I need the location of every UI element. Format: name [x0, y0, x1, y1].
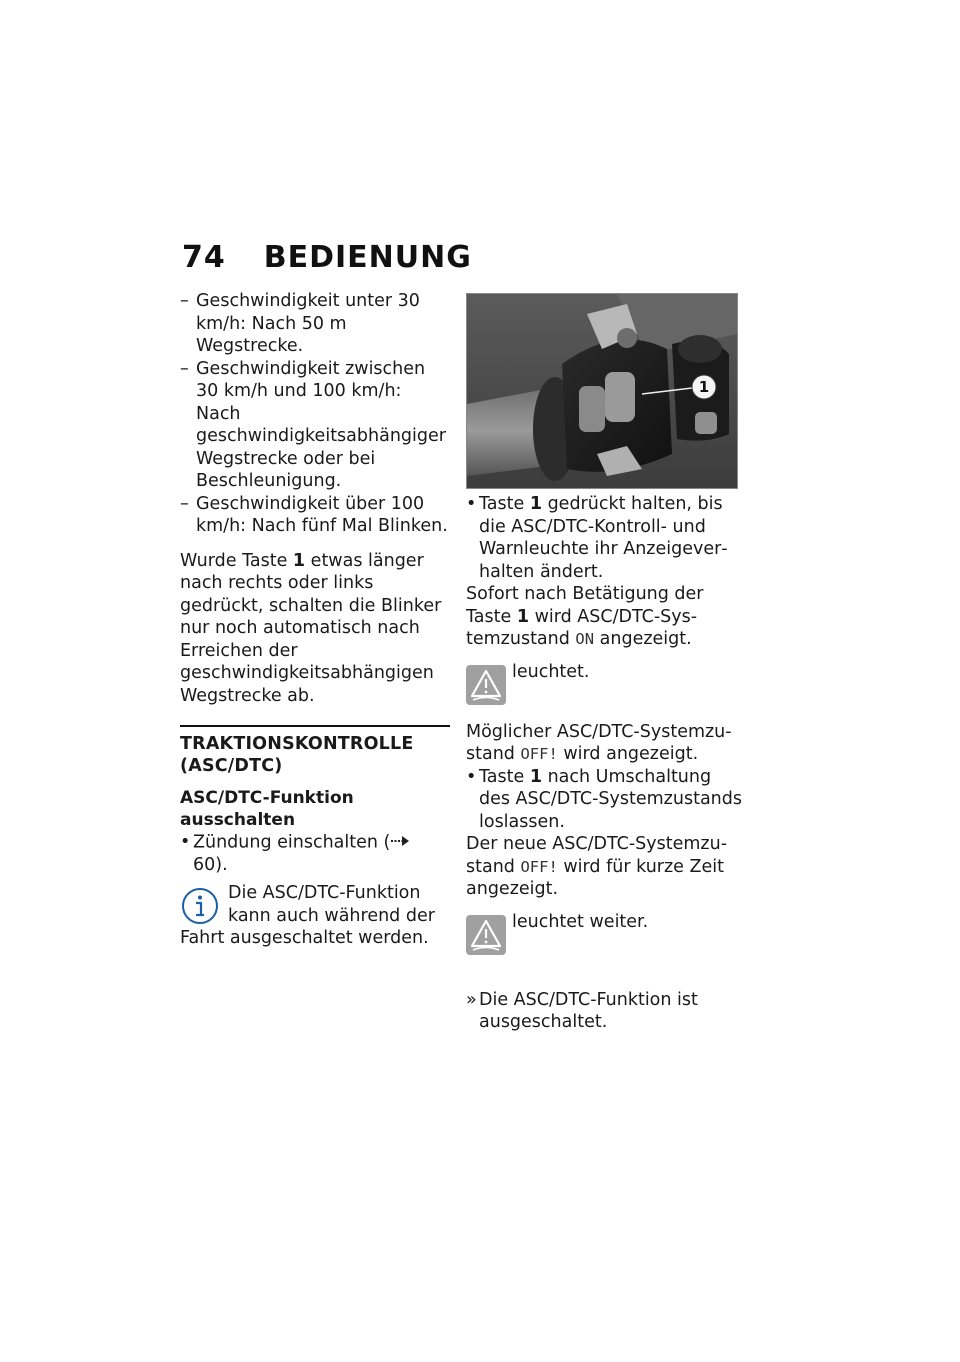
info-text: Die ASC/DTC-Funktion kann auch während der Fahrt ausgeschaltet werden.	[180, 883, 435, 949]
dash-mark: –	[180, 291, 189, 311]
paragraph	[466, 833, 742, 901]
subheading: ASC/DTC-Funktion ausschalten	[180, 788, 354, 830]
dash-mark: –	[180, 358, 189, 379]
page-header	[182, 240, 472, 275]
bullet-mark: •	[466, 494, 477, 514]
text: nach Umschaltung des ASC/DTC-Systemzustands loslassen.	[479, 766, 742, 832]
paragraph	[466, 583, 742, 651]
text: Möglicher ASC/DTC-Systemzustand	[466, 721, 732, 764]
text: etwas länger nach rechts oder links gedrückt, schalten die Blinker nur noch automatisch nach Erreichen der geschwindigkeitsabhängigen Wegstrecke ab.	[180, 550, 442, 706]
list-item	[466, 766, 742, 834]
asc-dtc-warning-icon	[466, 665, 506, 705]
callout-label: 1	[698, 378, 710, 396]
text: Zündung einschalten (	[193, 832, 391, 853]
key-ref: 1	[529, 766, 543, 787]
warning-text: leuchtet weiter.	[512, 911, 649, 932]
info-icon	[180, 886, 220, 926]
page-number: 74	[182, 240, 226, 275]
warning-text: leuchtet.	[512, 661, 590, 682]
page-ref: 60	[193, 854, 216, 875]
paragraph	[466, 721, 742, 766]
result-text: Die ASC/DTC-Funktion ist ausgeschaltet.	[479, 989, 698, 1032]
warning-light-note	[466, 911, 742, 971]
dash-mark: –	[180, 493, 189, 514]
left-column	[180, 290, 450, 950]
result-mark: »	[466, 989, 477, 1010]
bullet-mark: •	[180, 832, 191, 852]
text: wird für kurze Zeit angezeigt.	[466, 856, 724, 899]
handlebar-switch-photo	[466, 293, 738, 489]
section-heading: TRAKTIONSKONTROLLE (ASC/DTC)	[180, 734, 414, 776]
text: wird ASC/DTC-Systemzustand	[466, 606, 698, 649]
result-item	[466, 989, 742, 1034]
list-item	[180, 290, 450, 358]
list-item-text: Geschwindigkeit unter 30 km/h: Nach 50 m Wegstrecke.	[196, 291, 420, 356]
bullet-mark: •	[466, 766, 477, 787]
right-column	[466, 293, 742, 1034]
key-ref: 1	[529, 494, 543, 514]
key-ref: 1	[292, 550, 306, 571]
text: ).	[215, 854, 228, 875]
text: gedrückt halten, bis die ASC/DTC-Kontroll- und Warnleuchte ihr Anzeigeverhalten ändert.	[479, 494, 728, 582]
list-item	[180, 493, 450, 538]
list-item	[180, 358, 450, 493]
list-item	[180, 831, 450, 876]
asc-dtc-warning-icon	[466, 915, 506, 955]
text: Wurde Taste	[180, 550, 293, 571]
status-code: ON	[575, 630, 595, 648]
list-item	[466, 493, 742, 583]
info-note	[180, 882, 450, 950]
page-ref-arrow-icon	[390, 831, 410, 854]
status-code: OFF!	[520, 857, 558, 876]
text: angezeigt.	[594, 629, 692, 649]
key-ref: 1	[516, 606, 530, 627]
list-item-text: Geschwindigkeit zwischen 30 km/h und 100 km/h: Nach geschwindigkeitsabhängiger Wegstrecke oder bei Beschleunigung.	[196, 358, 446, 491]
text: Sofort nach Betätigung der Taste	[466, 584, 704, 627]
section-title: BEDIENUNG	[263, 240, 472, 275]
text: wird angezeigt.	[557, 744, 699, 764]
warning-light-note	[466, 661, 742, 721]
text: Der neue ASC/DTC-Systemzustand	[466, 834, 728, 877]
status-code: OFF!	[520, 745, 558, 763]
text: Taste	[479, 766, 530, 787]
list-item-text: Geschwindigkeit über 100 km/h: Nach fünf Mal Blinken.	[196, 493, 448, 536]
text: Taste	[479, 494, 530, 514]
paragraph	[180, 550, 450, 708]
section-rule	[180, 725, 450, 727]
